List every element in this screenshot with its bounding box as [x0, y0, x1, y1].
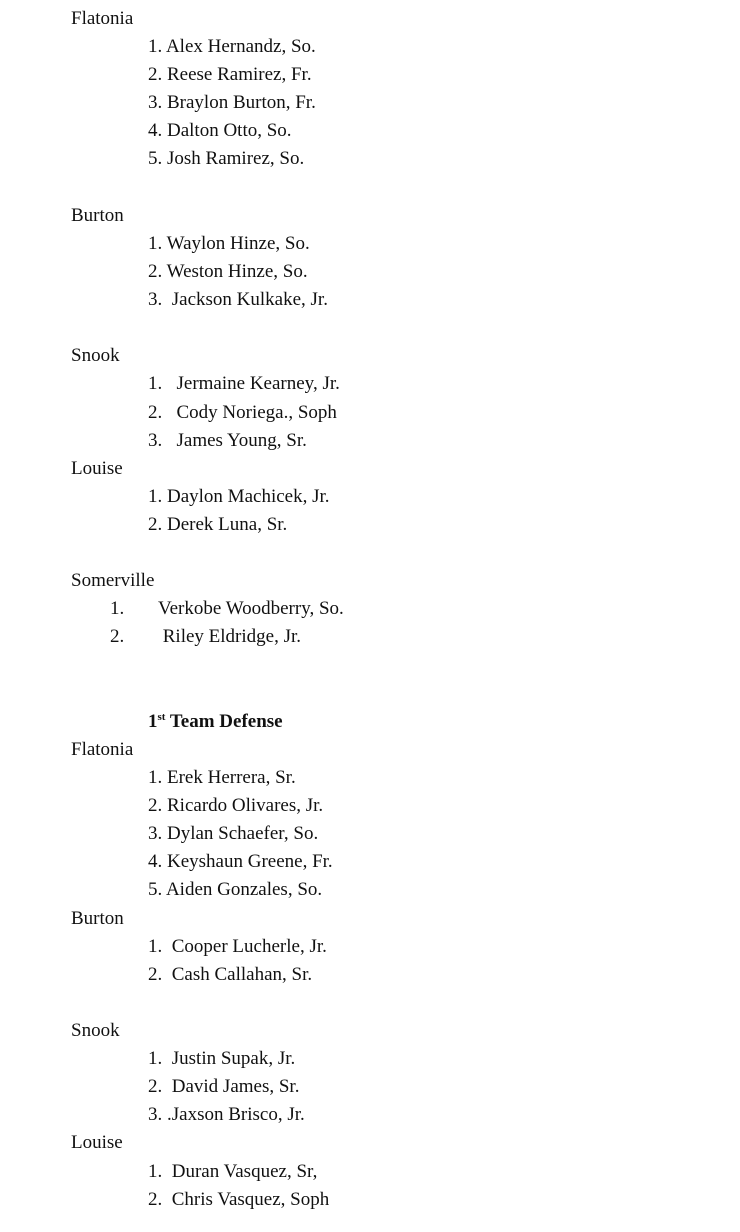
- player-entry: 2. Ricardo Olivares, Jr.: [148, 795, 324, 816]
- player-entry: 4. Dalton Otto, So.: [148, 120, 292, 141]
- player-name: Riley Eldridge, Jr.: [158, 626, 302, 647]
- team-name-snook: Snook: [71, 1020, 120, 1041]
- player-entry: 3. James Young, Sr.: [148, 430, 307, 451]
- player-entry: 1. Waylon Hinze, So.: [148, 233, 310, 254]
- team-name-snook: Snook: [71, 345, 120, 366]
- player-entry: 1. Erek Herrera, Sr.: [148, 767, 296, 788]
- player-entry: 2. Cody Noriega., Soph: [148, 402, 337, 423]
- player-entry: 3. Jackson Kulkake, Jr.: [148, 289, 328, 310]
- heading-ordinal-suffix: st: [157, 711, 166, 723]
- player-entry: 3. .Jaxson Brisco, Jr.: [148, 1104, 305, 1125]
- player-entry: 2. Derek Luna, Sr.: [148, 514, 288, 535]
- team-name-burton: Burton: [71, 908, 124, 929]
- player-entry: 5. Aiden Gonzales, So.: [148, 879, 323, 900]
- player-entry: 2. Chris Vasquez, Soph: [148, 1189, 330, 1210]
- player-name: Verkobe Woodberry, So.: [158, 598, 344, 619]
- player-entry: 1. Cooper Lucherle, Jr.: [148, 936, 327, 957]
- player-entry: 1. Alex Hernandz, So.: [148, 36, 316, 57]
- player-entry: 5. Josh Ramirez, So.: [148, 148, 305, 169]
- team-name-somerville: Somerville: [71, 570, 155, 591]
- player-entry: 1. Daylon Machicek, Jr.: [148, 486, 330, 507]
- team-name-burton: Burton: [71, 205, 124, 226]
- team-name-flatonia: Flatonia: [71, 8, 134, 29]
- player-entry: 2. Weston Hinze, So.: [148, 261, 308, 282]
- player-entry: 3. Dylan Schaefer, So.: [148, 823, 319, 844]
- player-entry: 1. Duran Vasquez, Sr,: [148, 1161, 318, 1182]
- team-name-flatonia: Flatonia: [71, 739, 134, 760]
- player-entry: 1. Jermaine Kearney, Jr.: [148, 373, 340, 394]
- player-entry: 2. Cash Callahan, Sr.: [148, 964, 313, 985]
- player-entry: 4. Keyshaun Greene, Fr.: [148, 851, 333, 872]
- heading-ordinal: 1: [148, 711, 158, 732]
- team-name-louise: Louise: [71, 1132, 123, 1153]
- player-entry: 1. Justin Supak, Jr.: [148, 1048, 296, 1069]
- player-entry: 3. Braylon Burton, Fr.: [148, 92, 316, 113]
- player-entry: 2. Reese Ramirez, Fr.: [148, 64, 312, 85]
- player-entry: 2. David James, Sr.: [148, 1076, 300, 1097]
- team-name-louise: Louise: [71, 458, 123, 479]
- heading-text: Team Defense: [165, 711, 283, 732]
- player-number: 1.: [110, 598, 125, 619]
- section-heading-defense: [148, 711, 283, 733]
- player-number: 2.: [110, 626, 125, 647]
